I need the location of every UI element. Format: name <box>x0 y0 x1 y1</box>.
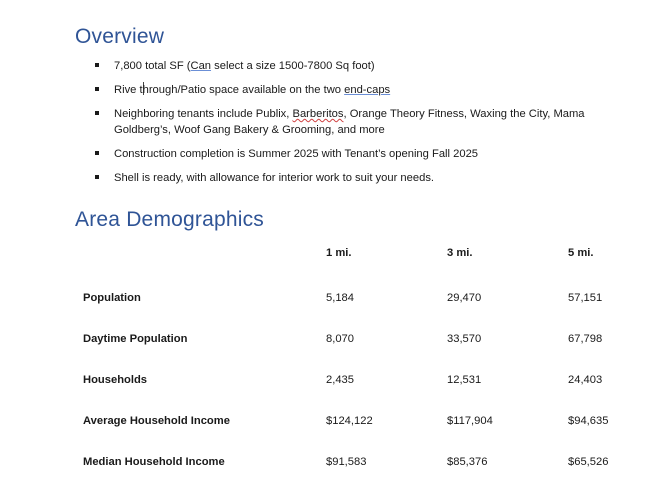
bullet-square-icon <box>95 111 99 115</box>
table-cell: 29,470 <box>447 291 482 304</box>
table-row <box>76 277 648 318</box>
table-row <box>76 400 648 441</box>
table-cell: $91,583 <box>326 455 367 468</box>
row-label: Median Household Income <box>83 455 225 468</box>
bullet-square-icon <box>95 87 99 91</box>
bullet-item <box>95 146 595 162</box>
table-row <box>76 359 648 400</box>
bullet-text: 7,800 total SF (Can select a size 1500-7800 Sq foot) <box>114 60 375 72</box>
row-label: Households <box>83 373 148 386</box>
table-cell: $124,122 <box>326 414 373 427</box>
column-header: 5 mi. <box>568 247 594 259</box>
bullet-item <box>95 170 595 186</box>
bullet-text: Shell is ready, with allowance for interior work to suit your needs. <box>114 172 435 184</box>
demographics-table <box>76 242 648 482</box>
table-cell: $85,376 <box>447 455 488 468</box>
table-cell: 33,570 <box>447 332 482 345</box>
column-header <box>76 242 326 277</box>
table-cell: 24,403 <box>568 373 603 386</box>
table-cell: 57,151 <box>568 291 603 304</box>
column-header: 1 mi. <box>326 247 352 259</box>
bullet-square-icon <box>95 63 99 67</box>
bullet-text: Rive through/Patio space available on the two end-caps <box>114 84 391 96</box>
table-cell: 5,184 <box>326 291 354 304</box>
bullet-item <box>95 58 595 74</box>
table-row <box>76 441 648 482</box>
table-cell: 8,070 <box>326 332 354 345</box>
table-cell: 67,798 <box>568 332 603 345</box>
table-cell: 12,531 <box>447 373 482 386</box>
bullet-item <box>95 82 595 98</box>
table-cell: $94,635 <box>568 414 609 427</box>
row-label: Daytime Population <box>83 332 188 345</box>
bullet-item <box>95 106 595 138</box>
bullet-text: Construction completion is Summer 2025 with Tenant’s opening Fall 2025 <box>114 148 479 160</box>
bullet-text: Neighboring tenants include Publix, Barberitos, Orange Theory Fitness, Waxing the City, Mama Goldberg’s, Woof Gang Bakery & Grooming, and more <box>114 108 585 136</box>
bullet-square-icon <box>95 175 99 179</box>
table-header-row <box>76 242 648 277</box>
column-header: 3 mi. <box>447 247 473 259</box>
table-cell: $117,904 <box>447 414 493 427</box>
row-label: Population <box>83 291 141 304</box>
row-label: Average Household Income <box>83 414 230 427</box>
overview-heading: Overview <box>75 25 165 48</box>
table-cell: $65,526 <box>568 455 609 468</box>
bullet-square-icon <box>95 151 99 155</box>
overview-bullet-list <box>95 58 595 194</box>
demographics-heading: Area Demographics <box>75 208 264 231</box>
table-row <box>76 318 648 359</box>
table-cell: 2,435 <box>326 373 354 386</box>
